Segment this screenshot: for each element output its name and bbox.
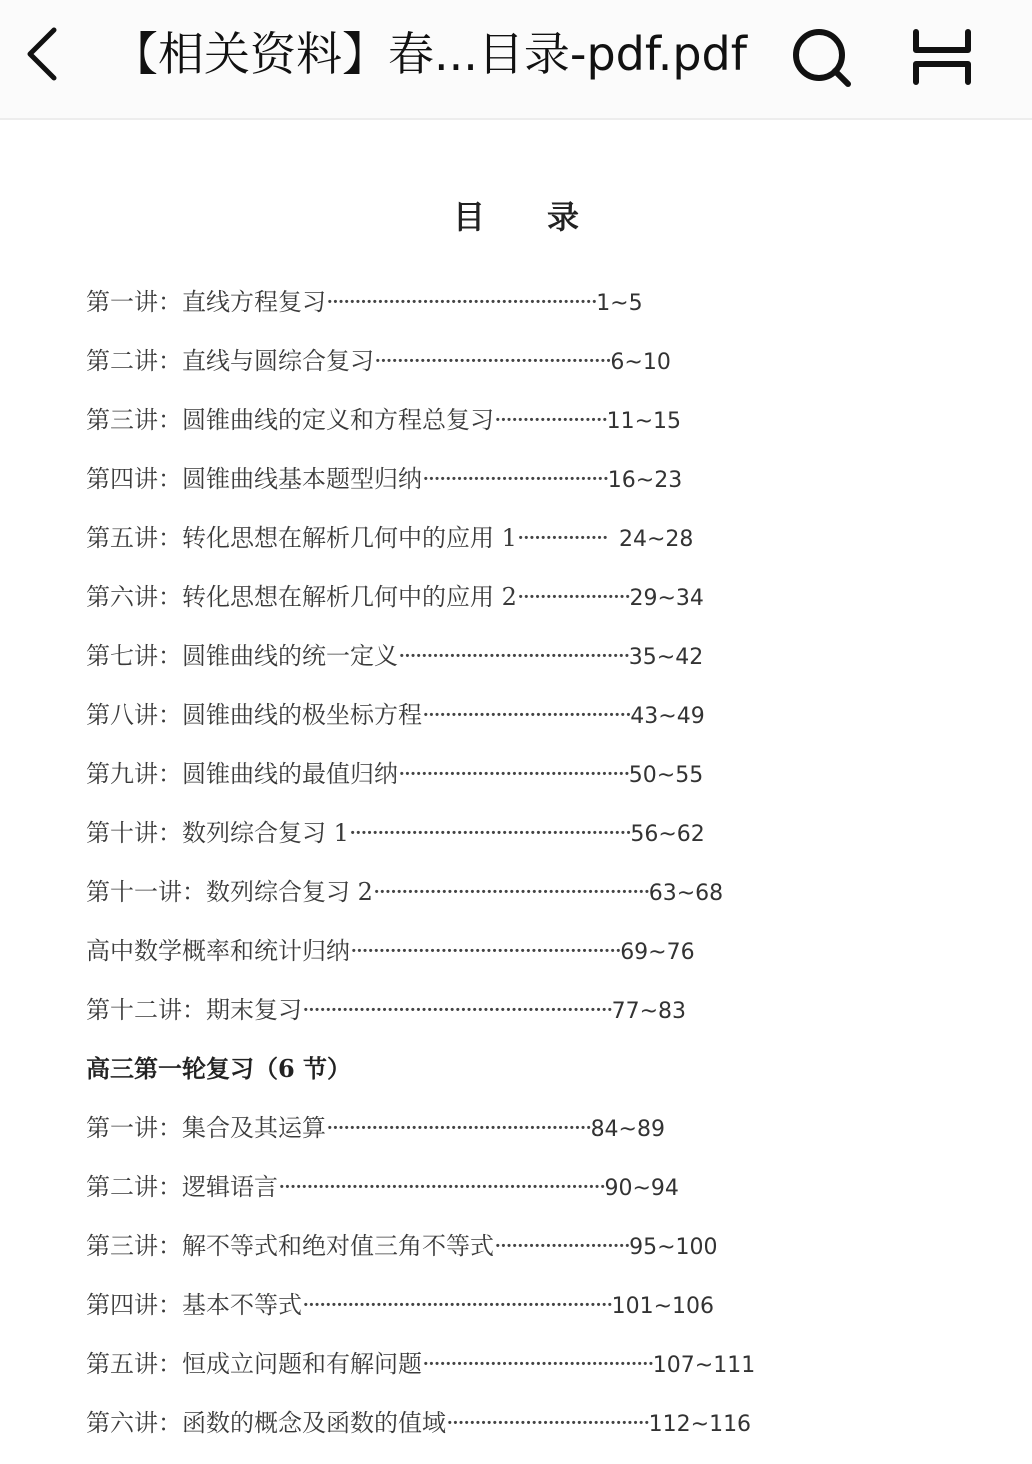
search-button[interactable] [786,22,856,92]
toc-entry[interactable]: 第八讲：圆锥曲线的极坐标方程·····································43~49 [86,701,705,729]
toc-entry[interactable]: 第一讲：集合及其运算···············································84~89 [86,1114,665,1142]
toc-entry[interactable]: 高中数学概率和统计归纳················································69~76 [86,937,695,965]
toc-entry[interactable]: 第十讲：数列综合复习 1··················································56~62 [86,819,705,847]
toc-entry-pages: 77~83 [611,999,687,1024]
document-title: 【相关资料】春...目录-pdf.pdf [112,27,747,81]
toc-entry-pages: 107~111 [652,1353,756,1378]
toc-entry-label: 第五讲：恒成立问题和有解问题 [86,1350,422,1378]
toc-entry-pages: 1~5 [596,291,643,316]
toc-entry-pages: 95~100 [629,1235,718,1260]
toc-entry[interactable]: 第二讲：逻辑语言··························································90~94 [86,1173,679,1201]
toc-entry-label: 第八讲：圆锥曲线的极坐标方程 [86,701,422,729]
back-button[interactable] [16,22,80,86]
toc-entry-label: 第三讲：解不等式和绝对值三角不等式 [86,1232,494,1260]
toc-entry-label: 第四讲：基本不等式 [86,1291,302,1319]
toc-entry[interactable]: 第五讲：恒成立问题和有解问题·········································107~111 [86,1350,756,1378]
toc-entry[interactable]: 第四讲：基本不等式·······················································101~106 [86,1291,715,1319]
toc-entry[interactable]: 第七讲：圆锥曲线的统一定义·········································35~42 [86,642,704,670]
toc-entry-pages: 90~94 [604,1176,679,1201]
toc-entry-pages: 50~55 [628,763,704,788]
toc-entry[interactable]: 第十一讲：数列综合复习 2·················································63~68 [86,878,724,906]
toc-entry-label: 第九讲：圆锥曲线的最值归纳 [86,760,398,788]
toc-entry-pages: 6~10 [610,350,671,375]
toc-entry[interactable]: 第三讲：解不等式和绝对值三角不等式························95~100 [86,1232,718,1260]
toc-entry[interactable]: 第二讲：直线与圆综合复习··········································6~10 [86,347,671,375]
search-icon [786,22,856,92]
toc-entry-pages: 11~15 [606,409,681,434]
toc-heading: 目录 [452,198,641,236]
toc-entry-label: 第五讲：转化思想在解析几何中的应用 1 [86,524,517,552]
toc-entry[interactable]: 第九讲：圆锥曲线的最值归纳·········································50~55 [86,760,704,788]
toc-entry[interactable]: 第四讲：圆锥曲线基本题型归纳·································16~23 [86,465,683,493]
toc-entry-label: 第四讲：圆锥曲线基本题型归纳 [86,465,422,493]
toc-entry[interactable]: 第六讲：函数的概念及函数的值域····································112~116 [86,1409,752,1437]
toc-entry-pages: 84~89 [590,1117,665,1142]
more-menu-icon [906,22,978,92]
chevron-left-icon [16,22,80,86]
top-bar [0,0,1032,120]
toc-entry-label: 第六讲：函数的概念及函数的值域 [86,1409,446,1437]
pdf-page[interactable] [0,120,1032,1464]
toc-entry[interactable]: 第六讲：转化思想在解析几何中的应用 2····················29~34 [86,583,704,611]
toc-entry-label: 第七讲：圆锥曲线的统一定义 [86,642,398,670]
toc-entry-label: 第十讲：数列综合复习 1 [86,819,349,847]
toc-entry-pages: 29~34 [629,586,704,611]
toc-entry-label: 第三讲：圆锥曲线的定义和方程总复习 [86,406,494,434]
toc-entry-label: 第一讲：集合及其运算 [86,1114,326,1142]
toc-entry[interactable]: 第一讲：直线方程复习················································1~5 [86,288,643,316]
toc-entry-pages: 16~23 [607,468,683,493]
toc-entry-label: 第六讲：转化思想在解析几何中的应用 2 [86,583,517,611]
toc-entry-label: 第二讲：逻辑语言 [86,1173,278,1201]
toc-entry-pages: 63~68 [648,881,724,906]
toc-entry-pages: 112~116 [648,1412,752,1437]
toc-entry[interactable]: 第三讲：圆锥曲线的定义和方程总复习····················11~15 [86,406,681,434]
toc-entry-pages: 35~42 [628,645,704,670]
toc-entry-label: 高中数学概率和统计归纳 [86,937,350,965]
toc-entry-pages: 24~28 [618,527,694,552]
section-heading: 高三第一轮复习（6 节） [86,1054,352,1083]
toc-entry-label: 第十二讲：期末复习 [86,996,302,1024]
toc-entry-pages: 43~49 [630,704,705,729]
toc-entry-pages: 101~106 [611,1294,715,1319]
toc-entry-pages: 56~62 [630,822,705,847]
toc-entry[interactable]: 第十二讲：期末复习·······················································77~83 [86,996,687,1024]
toc-entry-pages: 69~76 [620,940,695,965]
more-menu-button[interactable] [906,22,978,92]
toc-entry-label: 第二讲：直线与圆综合复习 [86,347,374,375]
toc-entry[interactable]: 第五讲：转化思想在解析几何中的应用 1················ 24~28 [86,524,694,552]
toc-entry-label: 第十一讲：数列综合复习 2 [86,878,373,906]
toc-entry-label: 第一讲：直线方程复习 [86,288,326,316]
